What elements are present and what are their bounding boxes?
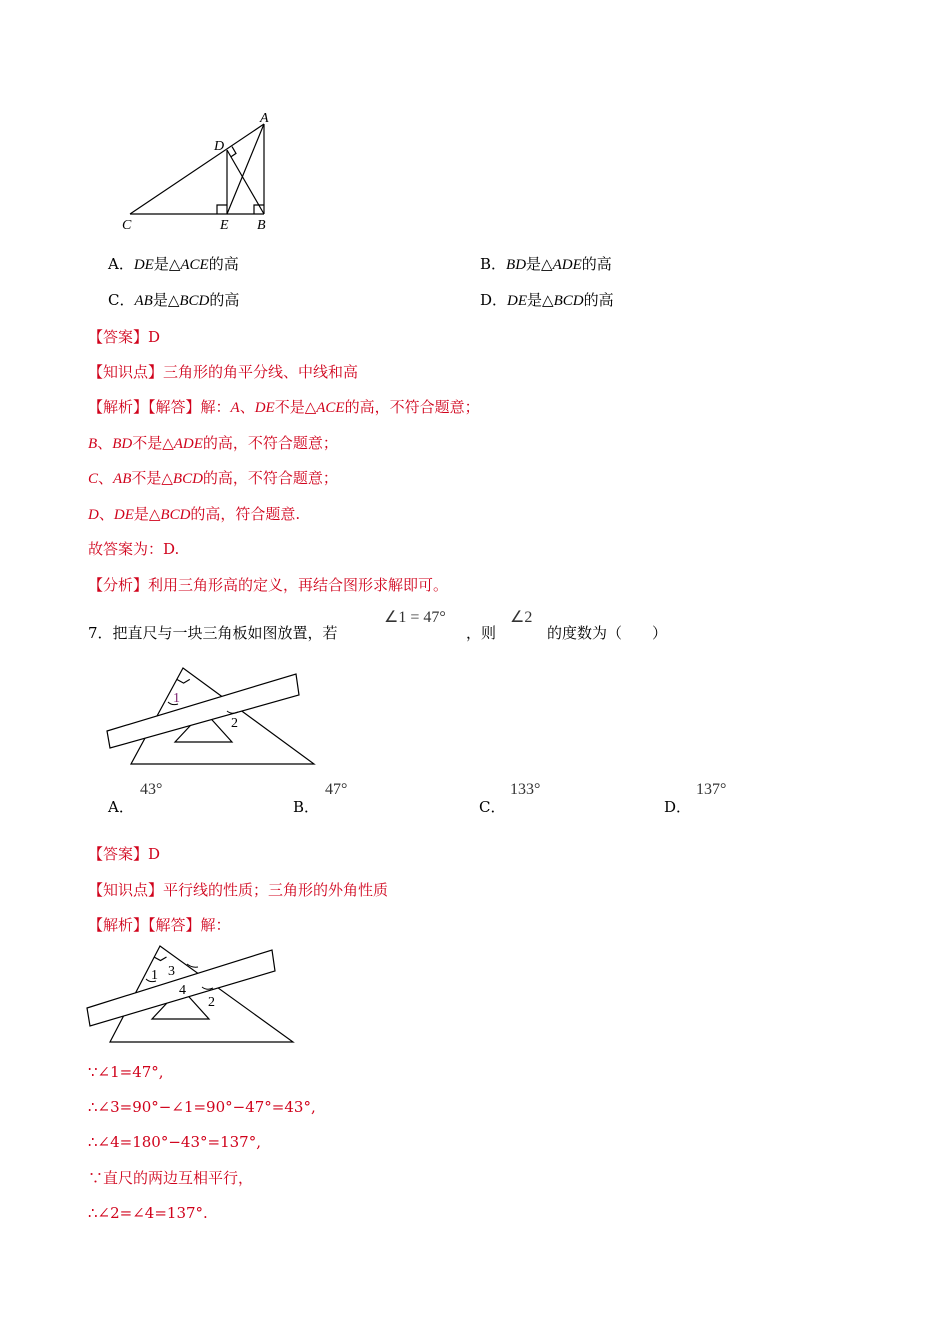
q7-step-4: ∵直尺的两边互相平行， [88, 1169, 254, 1187]
q7-knowledge: 【知识点】平行线的性质；三角形的外角性质 [88, 881, 389, 899]
q7-ruler-triangle-figure [100, 664, 325, 769]
q7-stem-part2: ，则 [466, 624, 497, 642]
q7-answer: 【答案】D [88, 845, 161, 863]
q7-stem-part3: 的度数为（ ） [547, 624, 668, 642]
q7-option-b-letter: B． [293, 798, 320, 816]
q6-analysis-line-d: D、DE是△BCD的高，符合题意. [88, 505, 301, 523]
q7-option-a-letter: A． [108, 798, 134, 816]
q7-angle-2-label: 2 [231, 716, 238, 731]
q7-option-c-value: 133° [510, 781, 541, 798]
q7-step-1: ∵∠1=47°, [88, 1063, 164, 1081]
q7-option-b-value: 47° [325, 781, 348, 798]
q6-conclusion: 故答案为：D. [88, 540, 180, 558]
q6-analysis-line-b: B、BD不是△ADE的高，不符合题意； [88, 434, 338, 452]
q7-solution-figure [82, 942, 302, 1046]
q6-option-b: B．BD是△ADE的高 [480, 255, 612, 273]
q6-option-a: A．DE是△ACE的高 [108, 255, 239, 273]
q6-analysis-line-a: 【解析】【解答】解：A、DE不是△ACE的高，不符合题意； [88, 398, 480, 416]
q6-label-D: D [214, 139, 225, 154]
q7-analysis: 【解析】【解答】解： [88, 916, 231, 934]
q6-option-d: D．DE是△BCD的高 [480, 291, 614, 309]
q6-label-A: A [260, 111, 269, 126]
q6-knowledge: 【知识点】三角形的角平分线、中线和高 [88, 363, 359, 381]
q7-stem-part1: 7．把直尺与一块三角板如图放置，若 [88, 624, 338, 642]
q7-step-2: ∴∠3=90°−∠1=90°−47°=43°, [88, 1098, 316, 1116]
q7-solution-angle-4: 4 [179, 983, 186, 998]
q7-condition: ∠1 = 47° [384, 609, 446, 626]
q6-fenxi: 【分析】利用三角形高的定义，再结合图形求解即可。 [88, 576, 449, 594]
q7-solution-angle-3: 3 [168, 964, 175, 979]
q7-angle-1-label: 1 [173, 691, 180, 706]
q6-triangle-figure [110, 108, 290, 240]
q6-label-B: B [257, 218, 266, 233]
q6-label-C: C [122, 218, 132, 233]
q6-option-c: C．AB是△BCD的高 [108, 291, 240, 309]
q7-option-d-letter: D． [664, 798, 692, 816]
q7-option-c-letter: C． [479, 798, 506, 816]
q7-solution-angle-2: 2 [208, 995, 215, 1010]
q7-target-angle: ∠2 [510, 609, 533, 626]
q7-option-d-value: 137° [696, 781, 727, 798]
q6-answer: 【答案】D [88, 328, 161, 346]
q7-step-5: ∴∠2=∠4=137°. [88, 1204, 208, 1222]
q7-solution-angle-1: 1 [151, 968, 158, 983]
q7-step-3: ∴∠4=180°−43°=137°, [88, 1133, 261, 1151]
q7-option-a-value: 43° [140, 781, 163, 798]
q6-label-E: E [220, 218, 229, 233]
q6-analysis-line-c: C、AB不是△BCD的高，不符合题意； [88, 469, 338, 487]
